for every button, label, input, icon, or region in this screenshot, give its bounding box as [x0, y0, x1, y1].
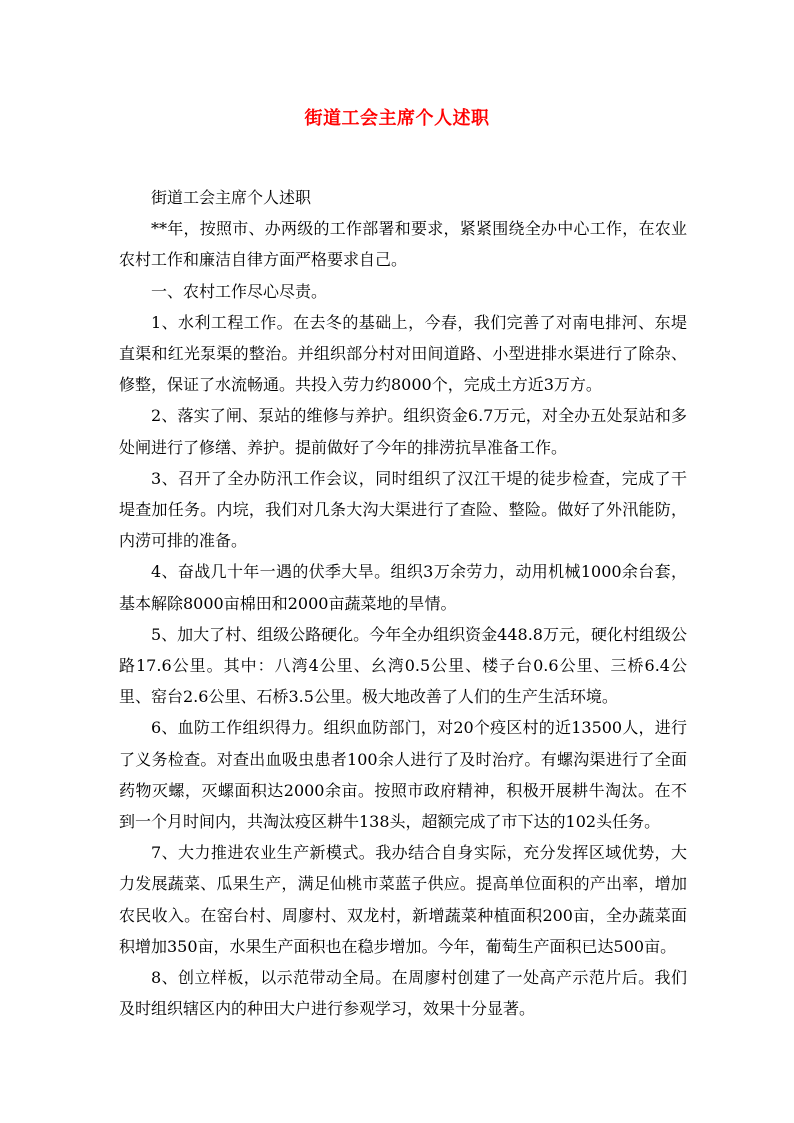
- paragraph-item-7: 7、大力推进农业生产新模式。我办结合自身实际，充分发挥区域优势，大力发展蔬菜、瓜果生产，满足仙桃市菜蓝子供应。提高单位面积的产出率，增加农民收入。在窑台村、周廖村、双龙村，新增蔬菜种植面积200亩，全办蔬菜面积增加350亩，水果生产面积也在稳步增加。今年，葡萄生产面积已达500亩。: [119, 843, 687, 956]
- paragraph-item-8: 8、创立样板，以示范带动全局。在周廖村创建了一处高产示范片后。我们及时组织辖区内的种田大户进行参观学习，效果十分显著。: [119, 968, 687, 1019]
- paragraph-item-3: 3、召开了全办防汛工作会议，同时组织了汉江干堤的徒步检查，完成了干堤查加任务。内垸，我们对几条大沟大渠进行了查险、整险。做好了外汛能防，内涝可排的准备。: [119, 468, 687, 551]
- paragraph-item-5: 5、加大了村、组级公路硬化。今年全办组织资金448.8万元，硬化村组级公路17.6公里。其中：八湾4公里、幺湾0.5公里、楼子台0.6公里、三桥6.4公里、窑台2.6公里、石桥3.5公里。极大地改善了人们的生产生活环境。: [119, 624, 687, 707]
- paragraph-item-6: 6、血防工作组织得力。组织血防部门，对20个疫区村的近13500人，进行了义务检查。对查出血吸虫患者100余人进行了及时治疗。有螺沟渠进行了全面药物灭螺，灭螺面积达2000余亩。按照市政府精神，积极开展耕牛淘汰。在不到一个月时间内，共淘汰疫区耕牛138头，超额完成了市下达的102头任务。: [119, 718, 687, 832]
- paragraph-item-1: 1、水利工程工作。在去冬的基础上，今春，我们完善了对南电排河、东堤直渠和红光泵渠的整治。并组织部分村对田间道路、小型进排水渠进行了除杂、修整，保证了水流畅通。共投入劳力约8000个，完成土方近3万方。: [119, 312, 687, 395]
- document-title: 街道工会主席个人述职: [304, 108, 490, 129]
- paragraph-subtitle: 街道工会主席个人述职: [151, 188, 312, 207]
- paragraph-intro: **年，按照市、办两级的工作部署和要求，紧紧围绕全办中心工作，在农业农村工作和廉洁自律方面严格要求自己。: [119, 219, 687, 270]
- paragraph-item-4: 4、奋战几十年一遇的伏季大旱。组织3万余劳力，动用机械1000余台套，基本解除8000亩棉田和2000亩蔬菜地的旱情。: [119, 562, 687, 613]
- section-heading-rural-work: 一、农村工作尽心尽责。: [151, 281, 328, 301]
- document-body: [119, 182, 687, 1024]
- paragraph-item-2: 2、落实了闸、泵站的维修与养护。组织资金6.7万元，对全办五处泵站和多处闸进行了修缮、养护。提前做好了今年的排涝抗旱准备工作。: [119, 406, 687, 457]
